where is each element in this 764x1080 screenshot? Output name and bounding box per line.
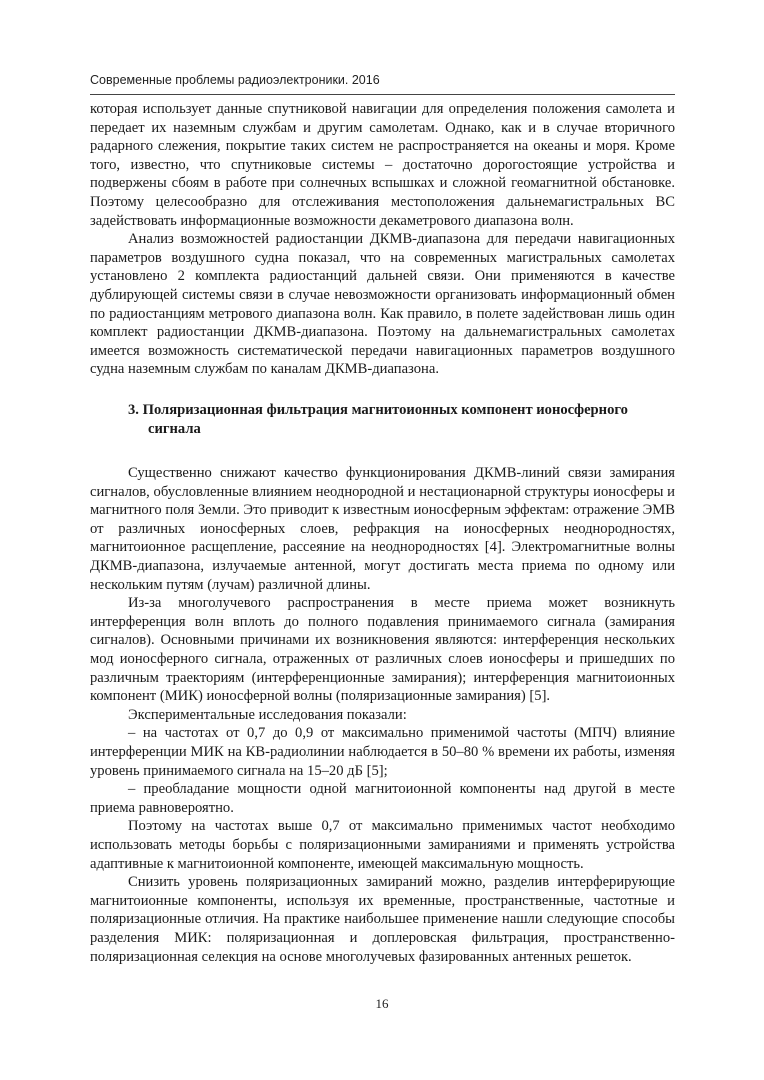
list-item-power-dominance: – преобладание мощности одной магнитоионной компоненты над другой в месте приема равновероятно. <box>90 781 675 816</box>
page-number: 16 <box>375 996 389 1011</box>
paragraph-dkmv-analysis: Анализ возможностей радиостанции ДКМВ-диапазона для передачи навигационных параметров воздушного судна показал, что на современных магистральных самолетах установлено 2 комплекта радиостанций дальней связи. Они применяются в качестве дублирующей системы связи в случае невозможности организовать информационный обмен по радиостанциям метрового диапазона волн. Как правило, в полете задействован лишь один комплект радиостанции ДКМВ-диапазона. Поэтому на дальнемагистральных самолетах имеется возможность систематической передачи навигационных параметров воздушного судна наземным службам по каналам ДКМВ-диапазона. <box>90 231 675 378</box>
paragraph-fading: Существенно снижают качество функционирования ДКМВ-линий связи замирания сигналов, обусловленные влиянием неоднородной и нестационарной структуры ионосферы и магнитного поля Земли. Это приводит к известным ионосферным эффектам: отражение ЭМВ от различных ионосферных слоев, рефракция на ионосферных неоднородностях, магнитоионное расщепление, рассеяние на неоднородностях [4]. Электромагнитные волны ДКМВ-диапазона, излучаемые антенной, могут достигать места приема по одному или нескольким путям (лучам) различной длины. <box>90 465 675 593</box>
list-item-frequency-range: – на частотах от 0,7 до 0,9 от максимально применимой частоты (МПЧ) влияние интерференции МИК на КВ-радиолинии наблюдается в 50–80 % времени их работы, изменяя уровень принимаемого сигнала на 15–20 дБ [5]; <box>90 725 675 779</box>
paragraph-experimental-intro: Экспериментальные исследования показали: <box>128 706 407 723</box>
section-heading-line1: 3. Поляризационная фильтрация магнитоионных компонент ионосферного <box>128 401 628 418</box>
paragraph-multipath: Из-за многолучевого распространения в месте приема может возникнуть интерференция волн вплоть до полного подавления принимаемого сигнала (замирания сигналов). Основными причинами их возникновения являются: интерференция нескольких мод ионосферного сигнала, отраженных от различных слоев ионосферы и пришедших по различным траекториям (интерференционные замирания); интерференция магнитоионных компонент (МИК) ионосферной волны (поляризационные замирания) [5]. <box>90 595 675 705</box>
running-header: Современные проблемы радиоэлектроники. 2016 <box>90 72 675 95</box>
paragraph-separation-methods: Снизить уровень поляризационных замираний можно, разделив интерферирующие магнитоионные компоненты, используя их временные, пространственные, частотные и поляризационные отличия. На практике наибольшее применение нашли следующие способы разделения МИК: поляризационная и доплеровская фильтрация, пространственно-поляризационная селекция на основе многолучевых фазированных антенных решеток. <box>90 874 675 965</box>
section-heading <box>90 401 675 438</box>
paragraph-adaptive-methods: Поэтому на частотах выше 0,7 от максимально применимых частот необходимо использовать методы борьбы с поляризационными замираниями и применять устройства адаптивные к магнитоионной компоненте, имеющей максимальную мощность. <box>90 818 675 872</box>
paragraph-continuation: которая использует данные спутниковой навигации для определения положения самолета и передает их наземным службам и другим самолетам. Однако, как и в случае вторичного радарного слежения, покрытие таких систем не распространяется на океаны и моря. Кроме того, известно, что спутниковые системы – достаточно дорогостоящие устройства и подвержены сбоям в работе при солнечных вспышках и сложной геомагнитной обстановке. Поэтому целесообразно для отслеживания местоположения дальнемагистральных ВС задействовать информационные возможности декаметрового диапазона волн. <box>90 101 675 229</box>
page-body <box>90 100 675 966</box>
section-heading-line2: сигнала <box>148 420 201 437</box>
